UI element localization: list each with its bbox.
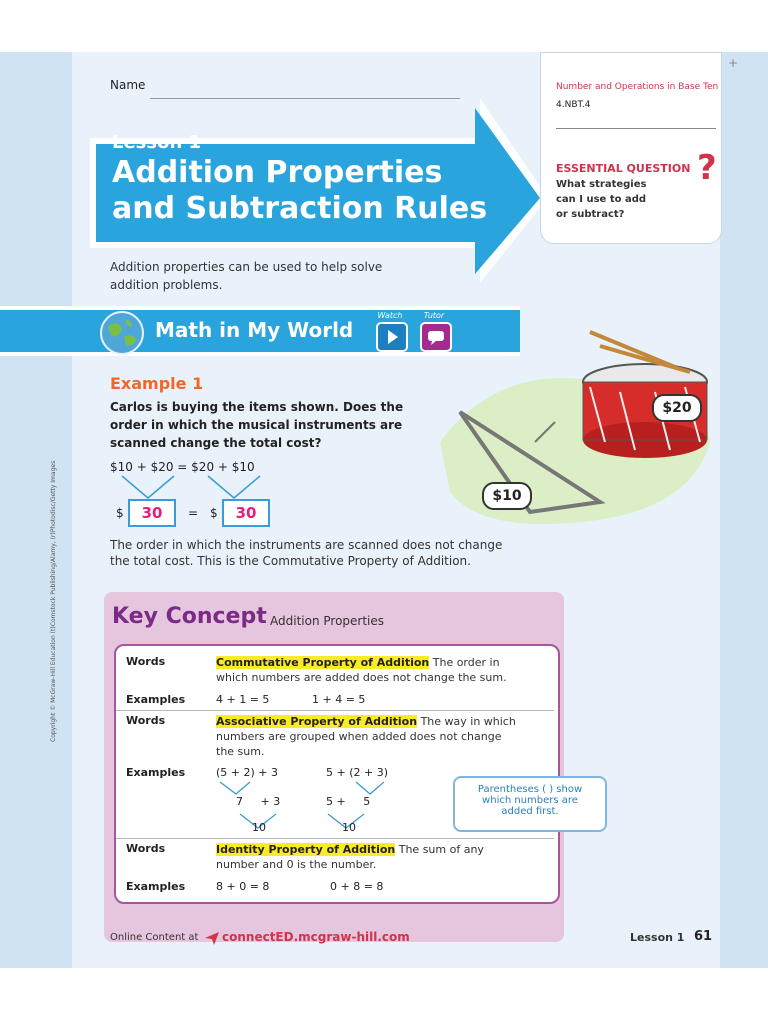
triangle-price-tag: $10	[482, 482, 532, 510]
examples-label: Examples	[126, 880, 186, 893]
parentheses-note: Parentheses ( ) show which numbers are added first.	[453, 776, 607, 832]
strand-label: Number and Operations in Base Ten	[556, 82, 719, 92]
play-icon	[376, 322, 408, 352]
question-mark-icon: ?	[697, 148, 717, 188]
result-a: 10	[252, 821, 266, 834]
watch-label: Watch	[377, 311, 403, 320]
example-a: (5 + 2) + 3	[216, 766, 278, 779]
example-equation: $10 + $20 = $20 + $10	[110, 460, 255, 474]
math-in-my-world-title: Math in My World	[155, 318, 354, 342]
key-concept-subtitle: Addition Properties	[270, 614, 385, 628]
conclusion-line1: The order in which the instruments are scanned does not change	[110, 538, 503, 552]
property-definition: Commutative Property of Addition The order in which numbers are added does not change the sum.	[216, 656, 507, 684]
essential-question-label: ESSENTIAL QUESTION	[556, 162, 691, 175]
result-b: 10	[342, 821, 356, 834]
grouping-brackets	[216, 780, 386, 836]
key-concept-title: Key Concept	[112, 604, 267, 629]
words-label: Words	[126, 714, 166, 727]
textbook-page	[0, 52, 768, 968]
examples-label: Examples	[126, 693, 186, 706]
lesson-title-line1: Addition Properties	[112, 155, 443, 190]
examples-label: Examples	[126, 766, 186, 779]
essential-question-line: or subtract?	[556, 209, 625, 220]
row-divider	[116, 838, 554, 839]
example-question-line: scanned change the total cost?	[110, 436, 322, 450]
conclusion-line2: the total cost. This is the Commutative Property of Addition.	[110, 554, 471, 568]
drum-price-tag: $20	[652, 394, 702, 422]
intro-line2: addition problems.	[110, 278, 223, 292]
example-b: 1 + 4 = 5	[312, 693, 366, 706]
watch-button[interactable]	[372, 310, 408, 350]
standard-code: 4.NBT.4	[556, 100, 591, 110]
essential-question-line: can I use to add	[556, 194, 647, 205]
property-name: Commutative Property of Addition	[216, 656, 430, 669]
lesson-title-line2: and Subtraction Rules	[112, 191, 488, 226]
instrument-illustration	[420, 322, 720, 542]
example-title: Example 1	[110, 374, 204, 393]
example-question-line: order in which the musical instruments are	[110, 418, 403, 432]
answer-equals: =	[188, 506, 199, 520]
online-content-label: Online Content at	[110, 932, 199, 943]
answer-box-2[interactable]: 30	[222, 499, 270, 527]
step-b: 5 + 5	[326, 795, 371, 808]
answer-box-1[interactable]: 30	[128, 499, 176, 527]
example-a: 4 + 1 = 5	[216, 693, 270, 706]
example-a: 8 + 0 = 8	[216, 880, 270, 893]
footer-lesson: Lesson 1	[630, 931, 685, 944]
lesson-number: Lesson 1	[112, 132, 202, 153]
example-question-line: Carlos is buying the items shown. Does the	[110, 400, 404, 414]
property-name: Identity Property of Addition	[216, 843, 396, 856]
sidebar-divider	[556, 128, 716, 129]
paper-plane-icon	[204, 930, 220, 950]
essential-question-line: What strategies	[556, 179, 647, 190]
globe-icon	[100, 311, 144, 355]
page-number: 61	[694, 929, 713, 944]
answer-dollar-2: $	[210, 506, 218, 520]
example-b: 0 + 8 = 8	[330, 880, 384, 893]
connected-link[interactable]: connectED.mcgraw-hill.com	[222, 930, 410, 944]
equation-brackets	[120, 474, 290, 502]
name-label: Name	[110, 78, 146, 92]
row-divider	[116, 710, 554, 711]
tutor-label: Tutor	[423, 311, 445, 320]
property-definition: Identity Property of Addition The sum of any number and 0 is the number.	[216, 843, 484, 871]
example-b: 5 + (2 + 3)	[326, 766, 388, 779]
property-definition: Associative Property of Addition The way in which numbers are grouped when added does not change the sum.	[216, 715, 516, 758]
plus-icon[interactable]: +	[728, 56, 739, 70]
copyright-text: Copyright © McGraw-Hill Education (t)Comstock Publishing/Alamy, (r)Photodisc/Getty Images	[50, 460, 57, 742]
intro-line1: Addition properties can be used to help solve	[110, 260, 383, 274]
step-a: 7 + 3	[236, 795, 281, 808]
property-name: Associative Property of Addition	[216, 715, 418, 728]
words-label: Words	[126, 842, 166, 855]
answer-dollar-1: $	[116, 506, 124, 520]
words-label: Words	[126, 655, 166, 668]
